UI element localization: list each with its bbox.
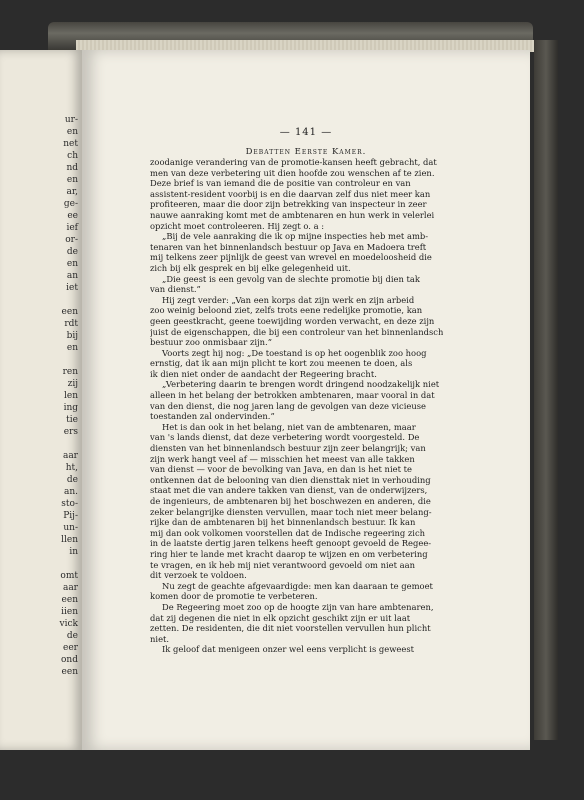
text-line: ring hier te lande met kracht daarop te wijzen en om verbetering [150,548,428,559]
text-line: komen door de promotie te verbeteren. [150,591,318,602]
text-line: tenaren van het binnenlandsch bestuur op Java en Madoera treft [150,241,427,252]
left-page-text-fragment: an [66,271,78,281]
left-page-text-fragment: ge- [63,199,78,209]
text-line: van den dienst, die nog jaren lang de gevolgen van deze vicieuse [150,400,426,411]
left-page-text-fragment: de [66,475,78,485]
text-line: ik dien niet onder de aandacht der Regeering bracht. [150,368,377,379]
text-line: Hij zegt verder: „Van een korps dat zijn werk en zijn arbeid [162,294,415,305]
text-line: zoodanige verandering van de promotie-kansen heeft gebracht, dat [150,157,437,167]
left-page-text-fragment: eer [63,643,78,653]
body-text [150,157,443,655]
text-line: Ik geloof dat menigeen onzer wel eens verplicht is geweest [162,644,414,655]
left-page-text-fragment: ing [63,403,78,413]
text-line: van 's lands dienst, dat deze verbetering wordt voorgesteld. De [150,432,420,443]
text-line: rijke dan de ambtenaren bij het binnenlandsch bestuur. Ik kan [150,517,416,528]
text-line: „Die geest is een gevolg van de slechte promotie bij dien tak [162,273,420,284]
text-line: zoo weinig beloond ziet, zelfs trots eene redelijke promotie, kan [150,305,423,316]
right-page [82,50,530,750]
text-line: zijn werk hangt veel af — misschien het meest van alle takken [150,453,415,464]
text-line: ernstig, dat ik aan mijn plicht te kort zou meenen te doen, als [150,358,413,369]
text-line: in de laatste dertig jaren telkens heeft genoopt gevoeld de Regee- [150,538,432,549]
text-line: staat met die van andere takken van dienst, van de onderwijzers, [150,485,428,496]
text-line: van dienst.” [150,284,201,295]
left-page-text-fragment: een [61,307,78,317]
text-line: „Verbetering daarin te brengen wordt dringend noodzakelijk niet [162,379,440,390]
left-page-text-fragment: an. [63,487,78,497]
text-line: assistent-resident voorbij is en die daarvan zelf dus niet meer kan [150,188,431,199]
left-page-text-fragment: un- [63,523,78,533]
left-page-text-fragment: en [66,127,78,137]
left-page-text-fragment: vick [59,619,78,629]
text-line: opzicht moet controleeren. Hij zegt o. a : [150,220,325,231]
left-page-text-fragment: iet [66,283,78,293]
text-line: zeker belangrijke diensten vervullen, maar toch niet meer belang- [150,506,432,517]
running-head: Debatten Eerste Kamer. [245,147,367,157]
left-page-text-fragment: omt [60,571,78,581]
text-line: Het is dan ook in het belang, niet van de ambtenaren, maar [162,421,416,432]
text-line: ontkennen dat de belooning van dien diensttak niet in verhouding [150,474,431,485]
left-page [0,50,82,750]
text-line: niet. [150,633,170,644]
left-page-text-fragment: net [63,139,78,149]
left-page-text-fragment: tie [66,415,78,425]
left-page-text-fragment: ur- [64,115,78,125]
text-line: dit verzoek te voldoen. [150,570,247,581]
text-line: van dienst — voor de bevolking van Java, en dan is het niet te [150,464,412,475]
left-page-text-fragment: ar, [66,187,78,197]
left-page-text-fragment: ee [67,211,78,221]
text-line: Deze brief is van iemand die de positie van controleur en van [150,178,411,189]
text-line: Voorts zegt hij nog: „De toestand is op het oogenblik zoo hoog [162,347,427,358]
text-line: nauwe aanraking komt met de ambtenaren en hun werk in velerlei [150,209,435,220]
left-page-text-fragment: bij [66,331,78,341]
text-line: bestuur zoo onmisbaar zijn.” [150,337,272,348]
left-page-text-fragment: zij [67,379,78,389]
text-line: men van deze verbetering uit dien hoofde zou wenschen af te zien. [150,167,435,178]
text-line: dat zij degenen die niet in elk opzicht geschikt zijn er uit laat [150,612,411,623]
left-page-text-fragment: rdt [64,319,78,329]
text-line: De Regeering moet zoo op de hoogte zijn van hare ambtenaren, [162,601,434,612]
left-page-text-fragment: en [66,175,78,185]
text-line: juist de eigenschappen, die bij een controleur van het binnenlandsch [150,326,443,337]
left-page-text-fragment: ch [67,151,78,161]
left-page-text-fragment: ief [66,223,78,233]
left-page-text-fragment: sto- [61,499,78,509]
left-page-text-fragment: iien [61,607,78,617]
text-line: „Bij de vele aanraking die ik op mijne inspecties heb met amb- [162,231,429,242]
left-page-text-fragment: een [61,595,78,605]
left-page-text-fragment: aar [62,583,78,593]
text-line: alleen in het belang der betrokken ambtenaren, maar vooral in dat [150,390,435,401]
page-number: — 141 — [279,127,333,138]
left-page-text-fragment: in [69,547,78,557]
left-page-text-fragment: ers [63,427,78,437]
text-line: te vragen, en ik heb mij niet verantwoord gevoeld om niet aan [150,559,416,570]
left-page-text-fragment: aar [62,451,78,461]
left-page-text-fragment: en [66,259,78,269]
book-cover-edge [534,40,558,740]
left-page-text-fragment: een [61,667,78,677]
text-line: mij telkens zeer pijnlijk de geest van wrevel en moedeloosheid die [150,252,432,263]
text-line: de ingenieurs, de ambtenaren bij het boschwezen en anderen, die [150,496,431,506]
left-page-text-fragment: ht, [65,463,78,473]
text-line: toestanden zal ondervinden.” [150,411,275,422]
text-line: geen geestkracht, geene toewijding worden verwacht, en deze zijn [150,315,435,326]
text-line: Nu zegt de geachte afgevaardigde: men kan daaraan te gemoet [162,580,433,591]
left-page-text-fragment: len [63,391,78,401]
text-line: zich bij elk gesprek en bij elke gelegenheid uit. [150,262,351,273]
left-page-text-fragment: de [66,247,78,257]
left-page-text-fragment: or- [65,235,78,245]
left-page-text-fragment: llen [61,535,78,545]
text-line: zetten. De residenten, die dit niet voorstellen vervullen hun plicht [150,623,431,634]
left-page-text-fragment: ond [61,655,78,665]
text-line: mij dan ook volkomen voorstellen dat de Indische regeering zich [150,527,426,538]
text-line: diensten van het binnenlandsch bestuur zijn zeer belangrijk; van [150,443,426,454]
left-page-text-fragment: ren [62,367,78,377]
text-line: profiteeren, maar die door zijn betrekking van inspecteur in zeer [150,199,427,210]
left-page-text-fragment: de [66,631,78,641]
left-page-text-fragment: nd [66,163,78,173]
left-page-text-fragment: Pij- [63,511,78,521]
left-page-text-fragment: en [66,343,78,353]
